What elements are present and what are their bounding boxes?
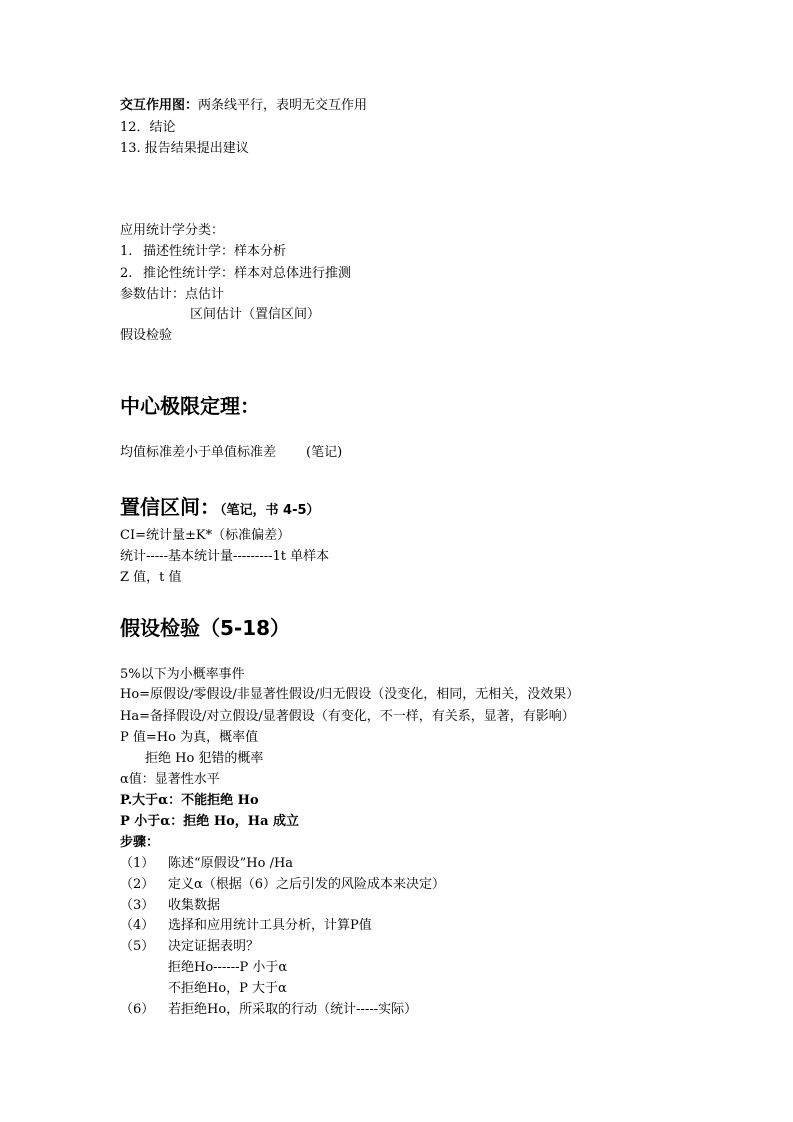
applied-stats-title: 应用统计学分类： — [120, 223, 225, 238]
ht-line-6: α值：显著性水平 — [120, 772, 220, 787]
interval-estimation: 区间估计（置信区间） — [190, 307, 321, 322]
ht-step-4-num: （4） — [120, 918, 155, 933]
ci-line-3: Z 值，t 值 — [120, 570, 182, 585]
ht-step-4-text: 选择和应用统计工具分析，计算P值 — [168, 918, 372, 933]
ht-step-2 — [120, 876, 445, 894]
applied-item-2 — [120, 265, 351, 283]
clt-line-text: 均值标准差小于单值标准差 — [120, 445, 277, 460]
ht-step-6 — [120, 1001, 417, 1019]
ht-step-1-text: 陈述“原假设”Ho /Ha — [168, 856, 294, 871]
ht-heading: 假设检验（5-18） — [120, 616, 291, 640]
ht-step-5-text: 决定证据表明？ — [168, 939, 260, 954]
ht-bold-line-1: P.大于α：不能拒绝 Ho — [120, 793, 259, 808]
param-estimation: 参数估计：点估计 — [120, 287, 225, 302]
ht-step-1 — [120, 855, 293, 873]
ht-line-5: 拒绝 Ho 犯错的概率 — [145, 751, 264, 766]
ht-step-6-text: 若拒绝Ho，所采取的行动（统计-----实际） — [168, 1002, 418, 1017]
ht-steps-title: 步骤： — [120, 835, 160, 850]
ht-step-5 — [120, 938, 259, 956]
ht-line-2: Ho=原假设/零假设/非显著性假设/归无假设（没变化，相同，无相关，没效果） — [120, 687, 580, 702]
ht-line-4: P 值=Ho 为真，概率值 — [120, 730, 259, 745]
item-12: 12．结论 — [120, 120, 176, 135]
item-13: 13. 报告结果提出建议 — [120, 141, 249, 156]
applied-item-1-text: 描述性统计学：样本分析 — [143, 244, 287, 259]
ht-sub-step-2: 不拒绝Ho，P 大于α — [168, 981, 287, 996]
ht-step-3-text: 收集数据 — [168, 898, 221, 913]
ht-step-4 — [120, 917, 372, 935]
ht-step-6-num: （6） — [120, 1002, 155, 1017]
ci-heading-sub: （笔记，书 4-5） — [220, 503, 320, 518]
clt-heading: 中心极限定理： — [120, 394, 260, 418]
ci-line-2: 统计-----基本统计量---------1t 单样本 — [120, 549, 330, 564]
interaction-line — [120, 97, 367, 115]
ht-step-3 — [120, 897, 220, 915]
hypothesis-testing-line: 假设检验 — [120, 328, 173, 343]
clt-line — [120, 444, 342, 462]
interaction-label: 交互作用图： — [120, 98, 199, 113]
ht-step-3-num: （3） — [120, 898, 155, 913]
ht-step-1-num: （1） — [120, 856, 155, 871]
ci-heading — [120, 495, 320, 523]
ci-heading-main: 置信区间： — [120, 495, 220, 519]
ht-step-5-num: （5） — [120, 939, 155, 954]
ht-step-2-text: 定义α（根据（6）之后引发的风险成本来决定） — [168, 877, 446, 892]
ht-step-2-num: （2） — [120, 877, 155, 892]
applied-item-1-num: 1. — [120, 244, 133, 259]
ci-line-1: CI=统计量±K*（标准偏差） — [120, 528, 291, 543]
ht-bold-line-2: P 小于α：拒绝 Ho，Ha 成立 — [120, 814, 300, 829]
ht-line-1: 5%以下为小概率事件 — [120, 667, 245, 682]
applied-item-1 — [120, 243, 286, 261]
interaction-text: 两条线平行，表明无交互作用 — [198, 98, 368, 113]
applied-item-2-text: 推论性统计学：样本对总体进行推测 — [143, 266, 352, 281]
clt-line-note: (笔记) — [306, 445, 343, 460]
ht-line-3: Ha=备择假设/对立假设/显著假设（有变化，不一样，有关系，显著，有影响） — [120, 709, 575, 724]
applied-item-2-num: 2. — [120, 266, 133, 281]
ht-sub-step-1: 拒绝Ho------P 小于α — [168, 960, 288, 975]
